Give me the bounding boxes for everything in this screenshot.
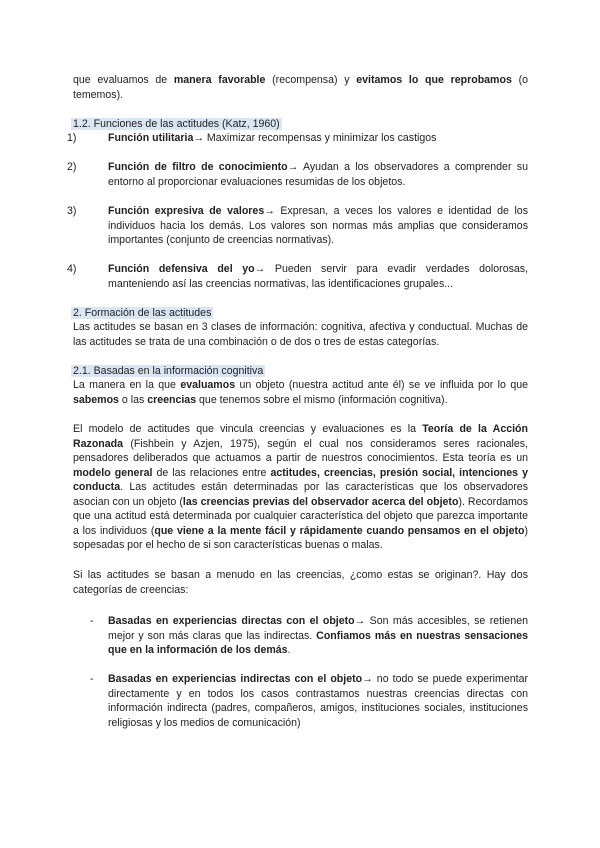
bold-run: Teoría de la Acción Razonada [73, 423, 528, 450]
item-arrow: → [193, 132, 204, 144]
intro-paragraph [73, 73, 528, 102]
bullet-bold: Basadas en experiencias directas con el objeto [108, 615, 355, 627]
belief-bullet-direct [90, 614, 528, 658]
bullet-text: no todo se puede experimentar directamente y en todos los casos contrastamos nuestras creencias directas con información indirecta (padres, compañeros, amigos, instituciones sociales, instituciones religiosas y los medios de comunicación) [108, 673, 528, 729]
bullet-text: Son más accesibles, se retienen mejor y son más claras que las indirectas. [108, 615, 528, 642]
bold-run: evaluamos [180, 379, 236, 391]
bullet-dash: - [90, 673, 94, 685]
item-arrow: → [287, 161, 299, 173]
bullet-bold-2: Confiamos más en nuestras sensaciones que en la información de los demás [108, 629, 528, 656]
bold-run: modelo general [73, 466, 153, 479]
item-number: 3) [67, 205, 77, 217]
bold-run: las creencias previas del observador acerca del objeto [182, 495, 459, 508]
item-text: Pueden servir para evadir verdades dolorosas, manteniendo así las creencias normativas, las identificaciones grupales... [108, 263, 529, 290]
section-2-paragraph: Las actitudes se basan en 3 clases de información: cognitiva, afectiva y conductual. Muchas de las actitudes se trata de una combinación o de dos o tres de estas categorías. [73, 321, 528, 348]
section-2-1-paragraph-3: Si las actitudes se basan a menudo en las creencias, ¿como estas se originan?. Hay dos categorías de creencias: [73, 569, 528, 596]
bold-run: que viene a la mente fácil y rápidamente cuando pensamos en el objeto [154, 524, 525, 537]
text-run: . Las actitudes están determinadas por las características que los observadores asocian con un objeto ( [73, 481, 528, 508]
text-run: que tenemos sobre el mismo (información cognitiva). [196, 393, 448, 406]
item-bold: Función utilitaria [108, 132, 194, 144]
item-bold: Función de filtro de conocimiento [108, 161, 288, 173]
text-run: La manera en la que [73, 379, 181, 391]
function-item-4 [67, 262, 529, 291]
item-text: Expresan, a veces los valores e identidad de los individuos hacia los demás. Los valores son normas más amplias que consideramos importantes (conjunto de creencias normativas). [108, 205, 528, 246]
section-2-1-paragraph-1 [73, 378, 528, 407]
section-2-1-paragraph-2 [73, 422, 528, 553]
item-bold: Función defensiva del yo [108, 263, 255, 275]
function-item-3 [67, 204, 528, 248]
text-run: ). Recordamos que una actitud está determinada por cualquier característica del objeto que parezca importante a los individuos ( [73, 495, 528, 537]
heading-2 [71, 306, 213, 321]
function-item-1 [67, 131, 528, 146]
item-number: 4) [67, 263, 77, 275]
heading-2-text: 2. Formación de las actitudes [73, 307, 212, 319]
text-run: El modelo de actitudes que vincula creencias y evaluaciones es la [73, 423, 423, 435]
intro-text-pre: que evaluamos de [73, 74, 174, 86]
item-text: Ayudan a los observadores a comprender su entorno al proporcionar evaluaciones resumidas de los objetos. [108, 161, 528, 188]
bullet-arrow: → [354, 615, 366, 627]
function-item-2 [67, 160, 528, 189]
item-arrow: → [264, 205, 275, 217]
heading-1-2 [71, 117, 282, 132]
text-run: de las relaciones entre [152, 466, 271, 479]
text-run: (Fishbein y Azjen, 1975), según el cual nos consideramos seres racionales, pensadores deliberados que actuamos a partir de nuestros conocimientos. Esta teoría es un [73, 437, 528, 464]
bold-run: creencias [147, 393, 197, 406]
text-run: o las [118, 393, 148, 406]
intro-text-mid: (recompensa) y [265, 74, 357, 86]
text-run: ) sopesadas por el hecho de si son características buenas o malas. [73, 524, 528, 551]
item-number: 2) [67, 161, 77, 173]
item-bold: Función expresiva de valores [108, 205, 265, 217]
bullet-end: . [287, 644, 291, 656]
bullet-dash: - [90, 615, 94, 627]
bold-run: sabemos [73, 393, 119, 406]
heading-2-1 [71, 364, 265, 379]
heading-2-1-text: 2.1. Basadas en la información cognitiva [73, 365, 264, 377]
intro-text-post: (o tememos). [73, 74, 528, 101]
bullet-bold: Basadas en experiencias indirectas con el objeto [108, 673, 363, 685]
item-arrow: → [254, 263, 266, 275]
bullet-arrow: → [362, 673, 373, 685]
item-number: 1) [67, 132, 77, 144]
belief-bullet-indirect [90, 672, 528, 730]
intro-bold-favorable: manera favorable [173, 74, 266, 86]
text-run: un objeto (nuestra actitud ante él) se ve influida por lo que [235, 379, 528, 391]
intro-bold-evitamos: evitamos lo que reprobamos [356, 74, 512, 86]
bold-run: actitudes, creencias, presión social, intenciones y conducta [73, 466, 528, 493]
heading-1-2-text: 1.2. Funciones de las actitudes (Katz, 1960) [73, 118, 280, 130]
item-text: Maximizar recompensas y minimizar los castigos [203, 132, 437, 144]
